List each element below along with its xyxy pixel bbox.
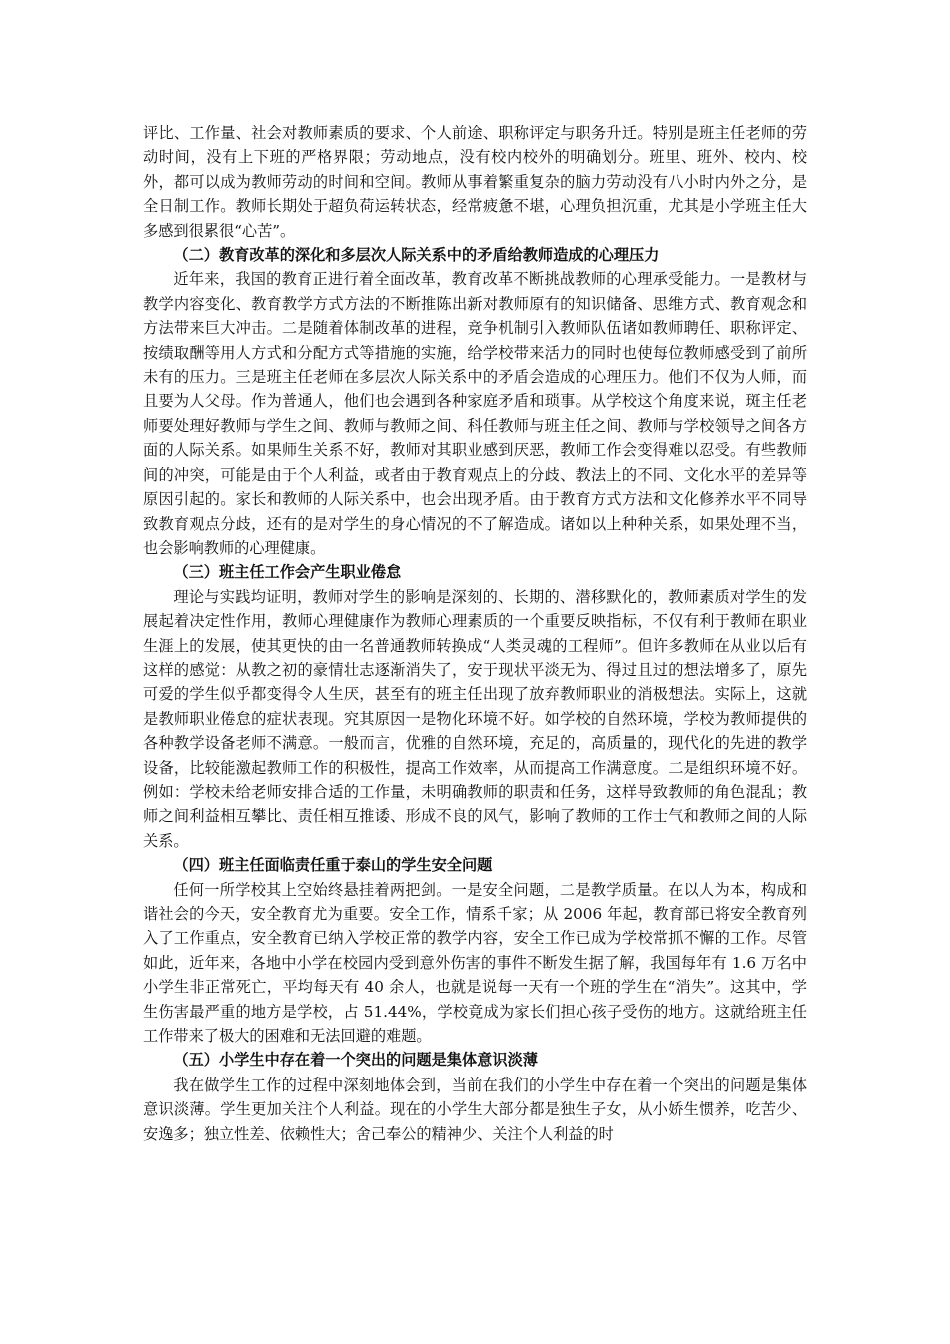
paragraph-2: 近年来，我国的教育正进行着全面改革，教育改革不断挑战教师的心理承受能力。一是教材与教学内容变化、教育教学方式方法的不断推陈出新对教师原有的知识储备、思维方式、教育观念和方法带来巨大冲击。二是随着体制改革的进程，竞争机制引入教师队伍诸如教师聘任、职称评定、按绩取酬等用人方式和分配方式等措施的实施，给学校带来活力的同时也使每位教师感受到了前所未有的压力。三是班主任老师在多层次人际关系中的矛盾会造成的心理压力。他们不仅为人师，而且要为人父母。作为普通人，他们也会遇到各种家庭矛盾和琐事。从学校这个角度来说，斑主任老师要处理好教师与学生之间、教师与教师之间、科任教师与班主任之间、教师与学校领导之间各方面的人际关系。如果师生关系不好，教师对其职业感到厌恶，教师工作会变得难以忍受。有些教师间的冲突，可能是由于个人利益，或者由于教育观点上的分歧、教法上的不同、文化水平的差异等原因引起的。家长和教师的人际关系中，也会出现矛盾。由于教育方式方法和文化修养水平不同导致教育观点分歧，还有的是对学生的身心情况的不了解造成。诸如以上种种关系，如果处理不当，也会影响教师的心理健康。 — [143, 270, 807, 557]
section-heading-5: （五）小学生中存在着一个突出的问题是集体意识淡薄 — [173, 1051, 538, 1070]
section-heading-3: （三）班主任工作会产生职业倦怠 — [173, 563, 402, 582]
paragraph-4: 任何一所学校其上空始终悬挂着两把剑。一是安全问题，二是教学质量。在以人为本，构成和谐社会的今天，安全教育尤为重要。安全工作，情系千家；从 2006 年起，教育部已将安全教育列入了工作重点，安全教育已纳入学校正常的教学内容，安全工作已成为学校常抓不懈的工作。尽管如此，近年来，各地中小学在校园内受到意外伤害的事件不断发生据了解，我国每年有 1.6 万名中小学生非正常死亡，平均每天有 40 余人，也就是说每一天有一个班的学生在“消失”。这其中，学生伤害最严重的地方是学校，占 51.44%，学校竟成为家长们担心孩子受伤的地方。这就给班主任工作带来了极大的困难和无法回避的难题。 — [143, 880, 807, 1046]
section-heading-2: （二）教育改革的深化和多层次人际关系中的矛盾给教师造成的心理压力 — [173, 246, 660, 265]
paragraph-intro: 评比、工作量、社会对教师素质的要求、个人前途、职称评定与职务升迁。特别是班主任老师的劳动时间，没有上下班的严格界限；劳动地点，没有校内校外的明确划分。班里、班外、校内、校外，都可以成为教师劳动的时间和空间。教师从事着繁重复杂的脑力劳动没有八小时内外之分，是全日制工作。教师长期处于超负荷运转状态，经常疲惫不堪，心理负担沉重，尤其是小学班主任大多感到很累很“心苦”。 — [143, 124, 807, 240]
section-heading-4: （四）班主任面临责任重于泰山的学生安全问题 — [173, 856, 493, 875]
document-page — [143, 121, 807, 1146]
paragraph-5: 我在做学生工作的过程中深刻地体会到，当前在我们的小学生中存在着一个突出的问题是集体意识淡薄。学生更加关注个人利益。现在的小学生大部分都是独生子女，从小娇生惯养，吃苦少、安逸多；独立性差、依赖性大；舍己奉公的精神少、关注个人利益的时 — [143, 1075, 807, 1143]
paragraph-3: 理论与实践均证明，教师对学生的影响是深刻的、长期的、潜移默化的，教师素质对学生的发展起着决定性作用，教师心理健康作为教师心理素质的一个重要反映指标，不仅有利于教师在职业生涯上的发展，使其更快的由一名普通教师转换成“人类灵魂的工程师”。但许多教师在从业以后有这样的感觉：从教之初的豪情壮志逐渐消失了，安于现状平淡无为、得过且过的想法增多了，原先可爱的学生似乎都变得令人生厌，甚至有的班主任出现了放弃教师职业的消极想法。实际上，这就是教师职业倦怠的症状表现。究其原因一是物化环境不好。如学校的自然环境，学校为教师提供的各种教学设备老师不满意。一般而言，优雅的自然环境，充足的，高质量的，现代化的先进的教学设备，比较能激起教师工作的积极性，提高工作效率，从而提高工作满意度。二是组织环境不好。例如：学校未给老师安排合适的工作量，未明确教师的职责和任务，这样导致教师的角色混乱；教师之间利益相互攀比、责任相互推诿、形成不良的风气，影响了教师的工作士气和教师之间的人际关系。 — [143, 587, 807, 850]
